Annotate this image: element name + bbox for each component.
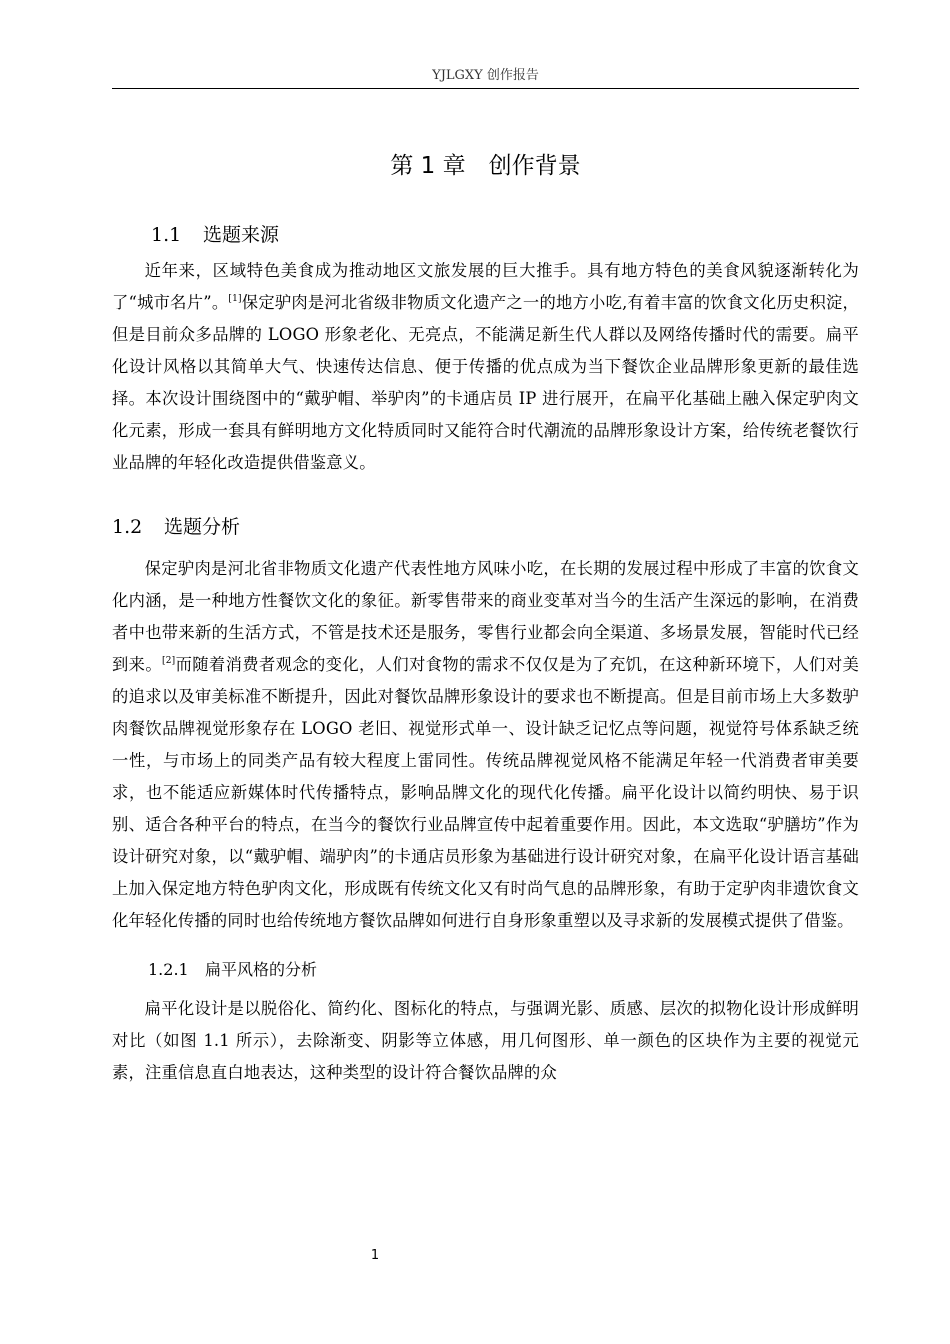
page-header: YJLGXY 创作报告 xyxy=(432,68,539,83)
paragraph-text: 而随着消费者观念的变化，人们对食物的需求不仅仅是为了充饥，在这种新环境下，人们对美的追求以及审美标准不断提升，因此对餐饮品牌形象设计的要求也不断提高。但是目前市场上大多数驴肉餐饮品牌视觉形象存在 LOGO 老旧、视觉形式单一、设计缺乏记忆点等问题，视觉符号体系缺乏统一性，与市场上的同类产品有较大程度上雷同性。传统品牌视觉风格不能满足年轻一代消费者审美要求，也不能适应新媒体时代传播特点，影响品牌文化的现代化传播。扁平化设计以简约明快、易于识别、适合各种平台的特点，在当今的餐饮行业品牌宣传中起着重要作用。因此，本文选取“驴膳坊”作为设计研究对象，以“戴驴帽、端驴肉”的卡通店员形象为基础进行设计研究对象，在扁平化设计语言基础上加入保定地方特色驴肉文化，形成既有传统文化又有时尚气息的品牌形象，有助于定驴肉非遗饮食文化年轻化传播的同时也给传统地方餐饮品牌如何进行自身形象重塑以及寻求新的发展模式提供了借鉴。 xyxy=(112,655,859,930)
paragraph-text: 近年来，区域特色美食成为推动地区文旅发展的巨大推手。具有地方特色的美食风貌逐渐转化为了“城市名片”。 xyxy=(112,261,859,312)
page-number: 1 xyxy=(370,1248,380,1263)
paragraph-text: 保定驴肉是河北省非物质文化遗产代表性地方风味小吃，在长期的发展过程中形成了丰富的饮食文化内涵，是一种地方性餐饮文化的象征。新零售带来的商业变革对当今的生活产生深远的影响，在消费者中也带来新的生活方式，不管是技术还是服务，零售行业都会向全渠道、多场景发展，智能时代已经到来。 xyxy=(112,559,859,674)
section-heading-1-2 xyxy=(112,513,859,541)
section-number: 1.1 xyxy=(151,224,182,246)
paragraph-1-1 xyxy=(112,255,859,479)
paragraph-1-2 xyxy=(112,553,859,937)
section-heading-1-2-1 xyxy=(112,957,859,983)
section-title: 扁平风格的分析 xyxy=(205,960,318,979)
header-rule xyxy=(112,88,859,89)
paragraph-1-2-1: 扁平化设计是以脱俗化、简约化、图标化的特点，与强调光影、质感、层次的拟物化设计形成鲜明对比（如图 1.1 所示），去除渐变、阴影等立体感，用几何图形、单一颜色的区块作为主要的视觉元素，注重信息直白地表达，这种类型的设计符合餐饮品牌的众 xyxy=(112,999,859,1082)
section-title: 选题分析 xyxy=(164,516,241,538)
citation-ref: [2] xyxy=(162,656,176,666)
section-number: 1.2.1 xyxy=(148,960,189,979)
section-title: 选题来源 xyxy=(203,224,280,246)
section-number: 1.2 xyxy=(112,516,143,538)
chapter-title: 第 1 章 创作背景 xyxy=(390,153,581,179)
paragraph-text: 保定驴肉是河北省级非物质文化遗产之一的地方小吃,有着丰富的饮食文化历史积淀，但是目前众多品牌的 LOGO 形象老化、无亮点，不能满足新生代人群以及网络传播时代的需要。扁平化设计风格以其简单大气、快速传达信息、便于传播的优点成为当下餐饮企业品牌形象更新的最佳选择。本次设计围绕图中的“戴驴帽、举驴肉”的卡通店员 IP 进行展开，在扁平化基础上融入保定驴肉文化元素，形成一套具有鲜明地方文化特质同时又能符合时代潮流的品牌形象设计方案，给传统老餐饮行业品牌的年轻化改造提供借鉴意义。 xyxy=(112,293,859,472)
page-content xyxy=(112,146,859,1089)
citation-ref: [1] xyxy=(228,294,242,304)
section-heading-1-1 xyxy=(112,221,859,249)
